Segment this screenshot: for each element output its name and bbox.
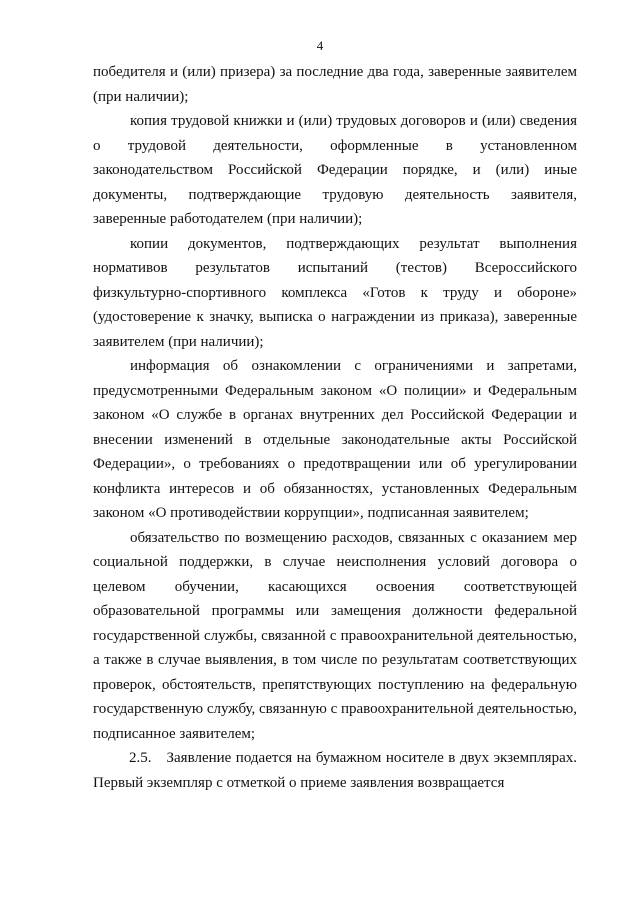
paragraph-reimbursement-obligation: обязательство по возмещению расходов, связанных с оказанием мер социальной поддержки, в случае неисполнения условий договора о целевом обучении, касающихся освоения соответствующей образовательной программы или замещения должности федеральной государственной службы, связанной с правоохранительной деятельностью, а также в случае выявления, в том числе по результатам соответствующих проверок, обстоятельств, препятствующих поступлению на федеральную государственную службу, связанную с правоохранительной деятельностью, подписанное заявителем; xyxy=(93,529,577,742)
paragraph-2-5: 2.5. Заявление подается на бумажном носителе в двух экземплярах. Первый экземпляр с отметкой о приеме заявления возвращается xyxy=(93,750,577,791)
paragraph-restrictions-info: информация об ознакомлении с ограничениями и запретами, предусмотренными Федеральным законом «О полиции» и Федеральным законом «О службе в органах внутренних дел Российской Федерации и внесении изменений в отдельные законодательные акты Российской Федерации», о требованиях о предотвращении или об урегулировании конфликта интересов и об обязанностях, установленных Федеральным законом «О противодействии коррупции», подписанная заявителем; xyxy=(93,358,577,521)
document-body xyxy=(93,60,577,795)
paragraph-gto-documents: копии документов, подтверждающих результат выполнения нормативов результатов испытаний (тестов) Всероссийского физкультурно-спортивного комплекса «Готов к труду и обороне» (удостоверение к значку, выписка о награждении из приказа), заверенные заявителем (при наличии); xyxy=(93,235,577,350)
paragraph-employment-record: копия трудовой книжки и (или) трудовых договоров и (или) сведения о трудовой деятельности, оформленные в установленном законодательством Российской Федерации порядке, и (или) иные документы, подтверждающие трудовую деятельность заявителя, заверенные работодателем (при наличии); xyxy=(93,113,577,227)
page-number: 4 xyxy=(316,38,324,53)
paragraph-continuation: победителя и (или) призера) за последние два года, заверенные заявителем (при наличии); xyxy=(93,64,577,105)
